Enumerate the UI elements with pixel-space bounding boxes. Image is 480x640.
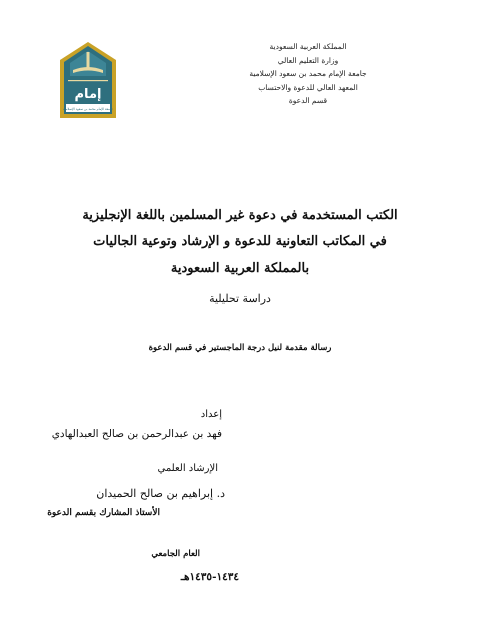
header-line-ministry: وزارة التعليم العالي bbox=[277, 55, 339, 65]
university-logo bbox=[58, 40, 118, 120]
header-line-country: المملكة العربية السعودية bbox=[269, 42, 347, 51]
logo-wordmark: إمام bbox=[74, 87, 102, 102]
preparation-label: إعداد bbox=[200, 409, 222, 420]
thesis-title-line-2: في المكاتب التعاونية للدعوة و الإرشاد وتوعية الجاليات bbox=[93, 234, 387, 249]
logo-caption: جامعة الإمام محمد بن سعود الإسلامية bbox=[63, 107, 113, 111]
header-line-institute: المعهد العالي للدعوة والاحتساب bbox=[258, 82, 358, 92]
thesis-subtitle: دراسة تحليلية bbox=[209, 292, 271, 305]
institution-header bbox=[228, 40, 388, 108]
supervision-label: الإرشاد العلمي bbox=[157, 463, 218, 474]
thesis-degree-note: رسالة مقدمة لنيل درجة الماجستير في قسم الدعوة bbox=[148, 343, 332, 353]
supervisor-rank: الأستاذ المشارك بقسم الدعوة bbox=[47, 508, 160, 518]
supervisor-name: د. إبراهيم بن صالح الحميدان bbox=[96, 487, 225, 500]
thesis-title-line-1: الكتب المستخدمة في دعوة غير المسلمين باللغة الإنجليزية bbox=[82, 208, 398, 223]
header-line-university: جامعة الإمام محمد بن سعود الإسلامية bbox=[249, 69, 367, 78]
academic-year-label: العام الجامعي bbox=[151, 549, 200, 559]
author-name: فهد بن عبدالرحمن بن صالح العبدالهادي bbox=[51, 428, 222, 440]
header-line-department: قسم الدعوة bbox=[288, 96, 328, 105]
academic-year-value: ١٤٣٤-١٤٣٥هـ bbox=[180, 571, 239, 583]
university-emblem-icon bbox=[58, 40, 118, 120]
thesis-title-line-3: بالمملكة العربية السعودية bbox=[170, 261, 310, 276]
